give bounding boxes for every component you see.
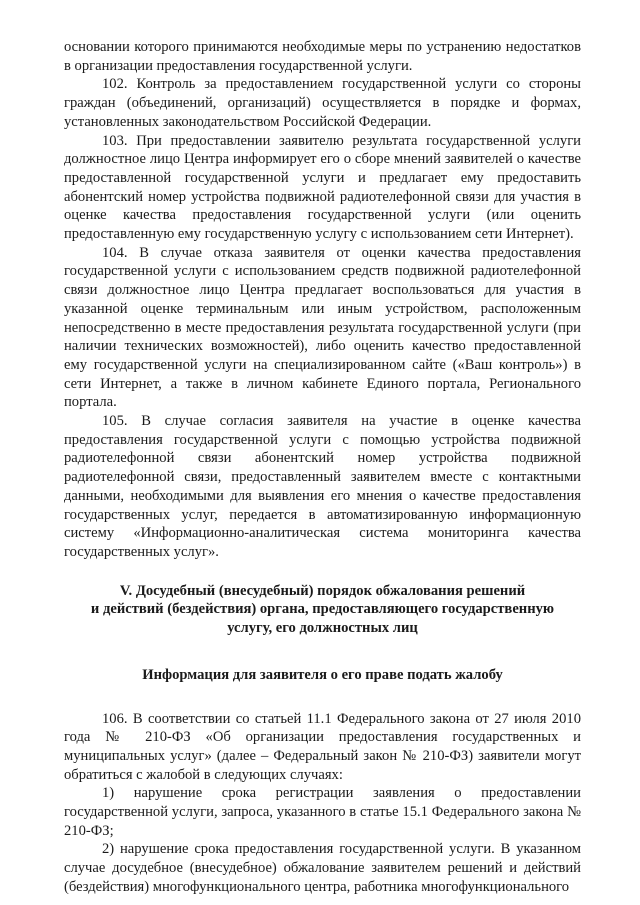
top-fragment: основании которого принимаются необходимые меры по устранению недостатков в организации предоставления государственной услуги.	[64, 39, 581, 74]
section-heading-line-3: услугу, его должностных лиц	[227, 620, 418, 637]
list-item-2: 2) нарушение срока предоставления государственной услуги. В указанном случае досудебное (внесудебное) обжалование заявителем решений и действий (бездействия) многофункционального центра, работника многофункционального	[64, 841, 581, 895]
paragraph-106: 106. В соответствии со статьей 11.1 Федерального закона от 27 июля 2010 года № 210-ФЗ «Об организации предоставления государственных и муниципальных услуг» (далее – Федеральный закон № 210-ФЗ) заявители могут обратиться с жалобой в следующих случаях:	[64, 710, 581, 783]
subheading: Информация для заявителя о его праве подать жалобу	[142, 666, 503, 683]
section-heading-line-1: V. Досудебный (внесудебный) порядок обжалования решений	[119, 582, 526, 599]
section-heading-line-2: и действий (бездействия) органа, предоставляющего государственную	[90, 601, 555, 618]
list-item-1: 1) нарушение срока регистрации заявления о предоставлении государственной услуги, запроса, указанного в статье 15.1 Федерального закона № 210-ФЗ;	[64, 785, 581, 839]
paragraph-105: 105. В случае согласия заявителя на участие в оценке качества предоставления государственной услуги с помощью устройства подвижной радиотелефонной связи абонентский номер устройства подвижной радиотелефонной связи, предоставленный заявителем вместе с контактными данными, необходимыми для выявления его мнения о качестве предоставления государственных услуг, передается в автоматизированную информационную систему «Информационно-аналитическая система мониторинга качества государственных услуг».	[64, 413, 581, 560]
document-body	[64, 38, 581, 897]
section-heading	[64, 582, 581, 638]
paragraph-103: 103. При предоставлении заявителю результата государственной услуги должностное лицо Центра информирует его о сборе мнений заявителей о качестве предоставленной государственной услуги и предлагает ему предоставить абонентский номер устройства подвижной радиотелефонной связи для участия в оценке качества предоставления государственной услуги (или оценить предоставленную ему государственную услугу с использованием сети Интернет).	[64, 132, 581, 243]
paragraph-102: 102. Контроль за предоставлением государственной услуги со стороны граждан (объединений, организаций) осуществляется в порядке и формах, установленных законодательством Российской Федерации.	[64, 76, 581, 130]
paragraph-104: 104. В случае отказа заявителя от оценки качества предоставления государственной услуги с использованием средств подвижной радиотелефонной связи должностное лицо Центра предлагает воспользоваться для участия в указанной оценке терминальным или иным устройством, расположенным непосредственно в месте предоставления результата государственной услуги (при наличии технических возможностей), либо оценить качество предоставленной ему государственной услуги на специализированном сайте («Ваш контроль») в сети Интернет, а также в личном кабинете Единого портала, Регионального портала.	[64, 244, 581, 411]
